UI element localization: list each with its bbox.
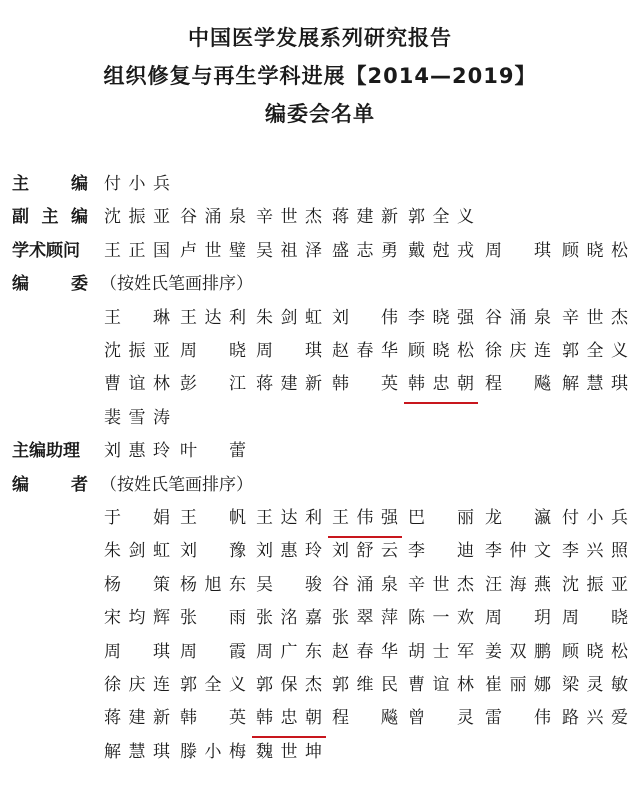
member-name: 蒋 建 新 — [256, 374, 322, 395]
member-name: 韩 英 — [332, 374, 398, 395]
member-name: 沈 振 亚 — [562, 574, 628, 595]
underlined-member-name: 王 伟 强 — [332, 504, 398, 532]
member-name: 周 晓 — [180, 341, 246, 361]
member-name: 吴 祖 泽 — [256, 240, 322, 261]
member-name: 解 慧 琪 — [562, 374, 628, 395]
member-name: 沈 振 亚 — [104, 207, 170, 228]
member-name: 曹 谊 林 — [408, 675, 474, 695]
member-name: 顾 晓 松 — [408, 341, 474, 361]
roster-line — [0, 203, 640, 231]
member-name: 周 玥 — [485, 608, 551, 629]
member-name: 于 娟 — [104, 508, 170, 528]
member-name: 王 正 国 — [104, 240, 170, 261]
member-name: 辛 世 杰 — [562, 307, 628, 328]
roster-line — [0, 404, 640, 432]
roster-line — [0, 270, 640, 298]
member-name: 崔 丽 娜 — [485, 675, 551, 695]
member-name: 赵 春 华 — [332, 341, 398, 361]
member-name: 杨 旭 东 — [180, 574, 246, 595]
member-name: 蒋 建 新 — [332, 207, 398, 228]
roster-line — [0, 671, 640, 699]
member-name: 龙 瀛 — [485, 508, 551, 528]
member-name: 解 慧 琪 — [104, 741, 170, 762]
roster-line — [0, 437, 640, 465]
member-name: 郭 全 义 — [180, 675, 246, 695]
member-name: 顾 晓 松 — [562, 240, 628, 261]
member-name: 刘 伟 — [332, 307, 398, 328]
member-name: 张 洺 嘉 — [256, 608, 322, 629]
member-name: 王 琳 — [104, 307, 170, 328]
member-name: 韩 英 — [180, 708, 246, 729]
member-name: 辛 世 杰 — [408, 574, 474, 595]
member-name: 程 飚 — [332, 708, 398, 729]
member-name: 刘 惠 玲 — [256, 541, 322, 562]
member-name: 刘 惠 玲 — [104, 441, 170, 462]
member-name: 魏 世 坤 — [256, 741, 322, 762]
member-name: 郭 全 义 — [408, 207, 474, 228]
member-name: 刘 舒 云 — [332, 541, 398, 562]
member-name: 程 飚 — [485, 374, 551, 395]
series-title: 中国医学发展系列研究报告 — [188, 26, 452, 50]
member-name: 周 琪 — [485, 240, 551, 261]
member-name: 宋 均 辉 — [104, 608, 170, 629]
member-name: 滕 小 梅 — [180, 741, 246, 762]
roster-line — [0, 604, 640, 632]
section-label: 编 者 — [12, 474, 88, 495]
member-name: 周 晓 — [562, 608, 628, 629]
member-name: 裴 雪 涛 — [104, 407, 170, 428]
roster-line — [0, 337, 640, 365]
member-name: 郭 保 杰 — [256, 675, 322, 695]
section-label: 编 委 — [12, 274, 88, 295]
committee-title: 编委会名单 — [265, 102, 375, 126]
member-name: 彭 江 — [180, 374, 246, 395]
member-name: 张 翠 萍 — [332, 608, 398, 629]
member-name: 赵 春 华 — [332, 641, 398, 662]
member-name: 巴 丽 — [408, 508, 474, 528]
section-label: 主 编 — [12, 174, 88, 194]
member-name: 姜 双 鹏 — [485, 641, 551, 662]
roster-line — [0, 370, 640, 398]
member-name: 路 兴 爱 — [562, 708, 628, 729]
member-name: 谷 涌 泉 — [485, 307, 551, 328]
member-name: 徐 庆 连 — [104, 675, 170, 695]
member-name: 陈 一 欢 — [408, 608, 474, 629]
sort-note: （按姓氏笔画排序） — [100, 274, 253, 295]
roster-line — [0, 504, 640, 532]
member-name: 郭 全 义 — [562, 341, 628, 361]
member-name: 戴 尅 戎 — [408, 240, 474, 261]
sort-note: （按姓氏笔画排序） — [100, 474, 253, 495]
roster-line — [0, 170, 640, 198]
member-name: 王 帆 — [180, 508, 246, 528]
member-name: 周 琪 — [104, 641, 170, 662]
member-name: 李 迪 — [408, 541, 474, 562]
member-name: 谷 涌 泉 — [332, 574, 398, 595]
underlined-member-name: 韩 忠 朝 — [256, 704, 322, 732]
roster-line — [0, 471, 640, 499]
member-name: 周 琪 — [256, 341, 322, 361]
member-name: 曾 灵 — [408, 708, 474, 729]
member-name: 朱 剑 虹 — [104, 541, 170, 562]
member-name: 蒋 建 新 — [104, 708, 170, 729]
roster-line — [0, 638, 640, 666]
member-name: 卢 世 璧 — [180, 240, 246, 261]
member-name: 徐 庆 连 — [485, 341, 551, 361]
member-name: 刘 豫 — [180, 541, 246, 562]
member-name: 张 雨 — [180, 608, 246, 629]
section-label: 副 主 编 — [12, 207, 88, 228]
member-name: 付 小 兵 — [104, 174, 170, 194]
roster-line — [0, 704, 640, 732]
member-name: 吴 骏 — [256, 574, 322, 595]
member-name: 顾 晓 松 — [562, 641, 628, 662]
member-name: 辛 世 杰 — [256, 207, 322, 228]
member-name: 沈 振 亚 — [104, 341, 170, 361]
member-name: 李 仲 文 — [485, 541, 551, 562]
member-name: 雷 伟 — [485, 708, 551, 729]
book-title: 组织修复与再生学科进展【2014—2019】 — [103, 64, 537, 88]
member-name: 朱 剑 虹 — [256, 307, 322, 328]
roster-line — [0, 571, 640, 599]
member-name: 谷 涌 泉 — [180, 207, 246, 228]
roster-line — [0, 738, 640, 766]
roster-line — [0, 537, 640, 565]
member-name: 李 兴 照 — [562, 541, 628, 562]
member-name: 叶 蕾 — [180, 441, 246, 462]
member-name: 周 霞 — [180, 641, 246, 662]
member-name: 付 小 兵 — [562, 508, 628, 528]
member-name: 胡 士 军 — [408, 641, 474, 662]
member-name: 盛 志 勇 — [332, 240, 398, 261]
member-name: 王 达 利 — [180, 307, 246, 328]
member-name: 周 广 东 — [256, 641, 322, 662]
roster-line — [0, 304, 640, 332]
member-name: 李 晓 强 — [408, 307, 474, 328]
member-name: 汪 海 燕 — [485, 574, 551, 595]
section-label: 主编助理 — [12, 441, 80, 462]
member-name: 王 达 利 — [256, 508, 322, 528]
member-name: 郭 维 民 — [332, 675, 398, 695]
underlined-member-name: 韩 忠 朝 — [408, 370, 474, 398]
roster-line — [0, 237, 640, 265]
member-name: 杨 策 — [104, 574, 170, 595]
member-name: 曹 谊 林 — [104, 374, 170, 395]
member-name: 梁 灵 敏 — [562, 675, 628, 695]
section-label: 学术顾问 — [12, 240, 80, 261]
